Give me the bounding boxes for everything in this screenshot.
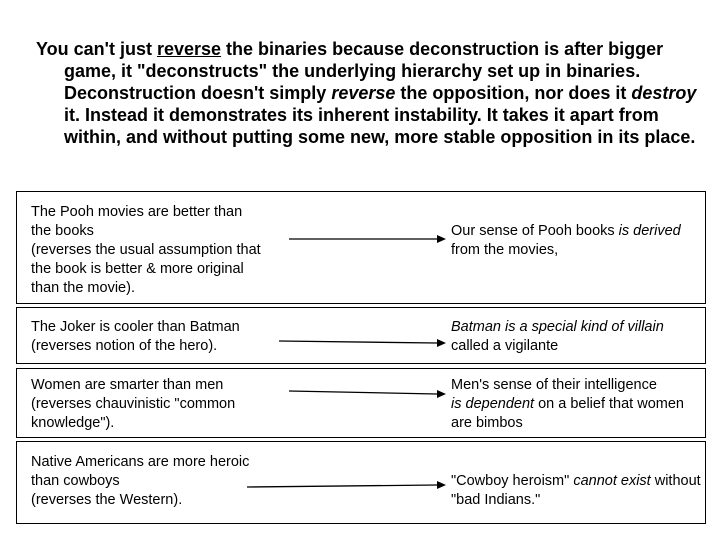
reading-text: Men's sense of their intelligence	[451, 377, 657, 393]
deconstruction-reading	[451, 318, 711, 356]
claim-line: The Pooh movies are better than	[31, 204, 243, 220]
example-row-western	[16, 441, 706, 524]
claim-line: Native Americans are more heroic	[31, 454, 250, 470]
intro-paragraph	[36, 38, 714, 148]
reading-italic: Batman is a special kind of villain	[451, 319, 664, 335]
claim-line: The Joker is cooler than Batman	[31, 319, 240, 335]
claim-line: than the movie).	[31, 280, 135, 296]
reading-text: from the movies,	[451, 242, 559, 258]
deconstruction-reading	[451, 222, 701, 260]
reading-italic: is derived	[618, 223, 681, 239]
reading-italic: cannot exist	[573, 473, 651, 489]
claim-line: than cowboys	[31, 473, 120, 489]
deconstruction-reading	[451, 472, 711, 510]
claim-line: (reverses the usual assumption that	[31, 242, 261, 258]
example-row-pooh	[16, 191, 706, 304]
claim-line: the books	[31, 223, 94, 239]
reading-text: on a belief that women are bimbos	[451, 396, 684, 431]
intro-text: the binaries because deconstruction is after bigger game, it "deconstructs" the underlying hierarchy set up in binaries. Deconstruction doesn't simply	[64, 39, 664, 103]
reading-text: without "bad Indians."	[451, 473, 701, 508]
intro-text: it. Instead it demonstrates its inherent instability. It takes it apart from within, and without putting some new, more stable opposition in its place.	[64, 105, 696, 147]
intro-italic-reverse: reverse	[331, 83, 396, 103]
reading-text: "Cowboy heroism"	[451, 473, 574, 489]
intro-italic-destroy: destroy	[631, 83, 697, 103]
intro-text: You can't just	[36, 39, 157, 59]
claim-line: (reverses the Western).	[31, 492, 183, 508]
claim-line: (reverses chauvinistic "common	[31, 396, 236, 412]
claim-line: (reverses notion of the hero).	[31, 338, 218, 354]
claim-line: knowledge").	[31, 415, 115, 431]
example-row-joker	[16, 307, 706, 364]
intro-text: the opposition, nor does it	[395, 83, 632, 103]
claim-line: Women are smarter than men	[31, 377, 224, 393]
intro-underlined-reverse: reverse	[156, 39, 222, 59]
reading-italic: is dependent	[451, 396, 535, 412]
example-row-women	[16, 368, 706, 438]
claim-line: the book is better & more original	[31, 261, 244, 277]
reading-text: called a vigilante	[451, 338, 559, 354]
reading-text: Our sense of Pooh books	[451, 223, 619, 239]
deconstruction-reading	[451, 376, 701, 433]
